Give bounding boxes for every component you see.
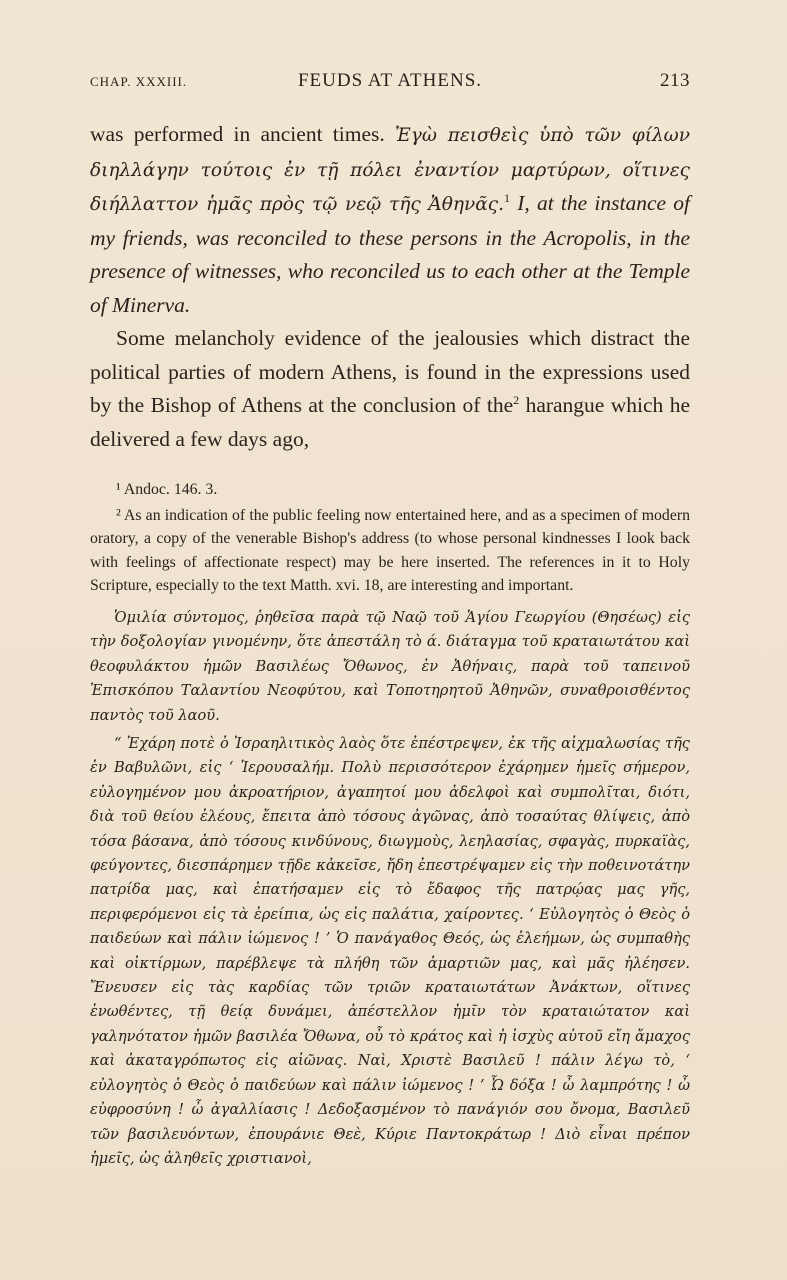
paragraph-1-start: was performed in ancient times. [90,122,385,146]
translation-italic: I, at the instance of my friends, was reconciled to these persons in the Acropolis, in the presence of witnesses, who reconciled us to each other at the Temple of Minerva. [90,191,690,317]
main-text [90,118,690,456]
greek-quotation: Ἐγὼ πεισθεὶς ὑπὸ τῶν φίλων διηλλάγην τούτοις ἐν τῇ πόλει ἐναντίον μαρτύρων, οἵτινες διήλλαττον ἡμᾶς πρὸς τῷ νεῷ τῆς Ἀθηνᾶς. [90,125,691,215]
chapter-label: CHAP. XXXIII. [90,74,188,89]
paragraph-1 [90,118,690,322]
paragraph-2-start: Some melancholy evidence of the jealousies which distract the political parties of modern Athens, is found in the expressions used by the Bishop of Athens at the conclusion of the [90,326,690,417]
footnote-ref-1[interactable]: 1 [503,191,510,205]
footnote-2: ² As an indication of the public feeling now entertained here, and as a specimen of modern oratory, a copy of the venerable Bishop's address (to whose personal kindnesses I look back with feelings of affectionate respect) may be here inserted. The references in it to Holy Scripture, especially to the text Matth. xvi. 18, are interesting and important. [90,506,690,595]
page-title: FEUDS AT ATHENS. [297,70,483,91]
greek-address-quote: “ Ἐχάρη ποτὲ ὁ Ἰσραηλιτικὸς λαὸς ὅτε ἐπέστρεψεν, ἐκ τῆς αἰχμαλωσίας τῆς ἐν Βαβυλῶνι, εἰς ‘ Ἱερουσαλήμ. Πολὺ περισσότερον ἐχάρημεν ἡμεῖς σήμερον, εὐλογημένον μου ἀκροατήριον, ἀγαπητοί μου ἀδελφοὶ καὶ συμπολῖται, διότι, διὰ τοῦ θείου ἐλέους, ἔπειτα ἀπὸ τόσους ἀγῶνας, ἀπὸ τοσαύτας θλίψεις, ἀπὸ τόσα βάσανα, ἀπὸ τόσους κινδύνους, διωγμοὺς, λεηλασίας, σφαγὰς, πυρκαϊὰς, φεύγοντες, διεσπάρημεν τῇδε κἀκεῖσε, ἤδη ἐπεστρέψαμεν εἰς τὴν ποθεινοτάτην πατρίδα μας, καὶ ἐπατήσαμεν εἰς τὸ ἔδαφος τῆς πατρῴας μας γῆς, περιφερόμενοι εἰς τὰ ἐρείπια, ὡς εἰς παλάτια, χαίροντες. ‘ Εὐλογητὸς ὁ Θεὸς ὁ παιδεύων καὶ πάλιν ἰώμενος ! ’ Ὁ πανάγαθος Θεός, ὡς ἐλεήμων, ὡς συμπαθὴς καὶ οἰκτίρμων, παρέβλεψε τὰ πλήθη τῶν ἁμαρτιῶν μας, καὶ μᾶς ἠλέησεν. Ἔνευσεν εἰς τὰς καρδίας τῶν τριῶν κραταιωτάτων Ἀνάκτων, οἵτινες ἑνωθέντες, τῇ θείᾳ δυνάμει, ἀπέστελλον ἡμῖν τὸν κραταιώτατον καὶ γαληνότατον ἡμῶν βασιλέα Ὄθωνα, οὗ τὸ κράτος καὶ ἡ ἰσχὺς αὐτοῦ εἴη ἄμαχος καὶ ἀκαταγρόπωτος εἰς αἰῶνας. Ναὶ, Χριστὲ Βασιλεῦ ! πάλιν λέγω τὸ, ‘ εὐλογητὸς ὁ Θεὸς ὁ παιδεύων καὶ πάλιν ἰώμενος ! ’ Ὦ δόξα ! ὦ λαμπρότης ! ὦ εὐφροσύνη ! ὦ ἀγαλλίασις ! Δεδοξασμένον τὸ πανάγιόν σου ὄνομα, Βασιλεῦ τῶν βασιλευόντων, ἐπουράνιε Θεὲ, Κύριε Παντοκράτωρ ! Διὸ εἶναι πρέπον ἡμεῖς, ὡς ἀληθεῖς χριστιανοὶ, [90,735,690,1167]
footnotes [90,478,690,1171]
footnote-1: ¹ Andoc. 146. 3. [116,481,218,498]
greek-address-title: Ὁμιλία σύντομος, ῥηθεῖσα παρὰ τῷ Ναῷ τοῦ Ἁγίου Γεωργίου (Θησέως) εἰς τὴν δοξολογίαν γινομένην, ὅτε ἀπεστάλη τὸ ά. διάταγμα τοῦ κραταιωτάτου καὶ θεοφυλάκτου ἡμῶν Βασιλέως Ὄθωνος, ἐν Ἀθήναις, παρὰ τοῦ ταπεινοῦ Ἐπισκόπου Ταλαντίου Νεοφύτου, καὶ Τοποτηρητοῦ Ἀθηνῶν, συναθροισθέντος παντὸς τοῦ λαοῦ. [90,608,690,724]
greek-address [90,606,690,1171]
running-header [90,70,690,100]
footnote-ref-2[interactable]: 2 [513,393,520,407]
paragraph-2 [90,322,690,456]
paragraph-2-end: harangue which he delivered a few days ago, [90,393,691,451]
page-number: 213 [660,70,690,91]
